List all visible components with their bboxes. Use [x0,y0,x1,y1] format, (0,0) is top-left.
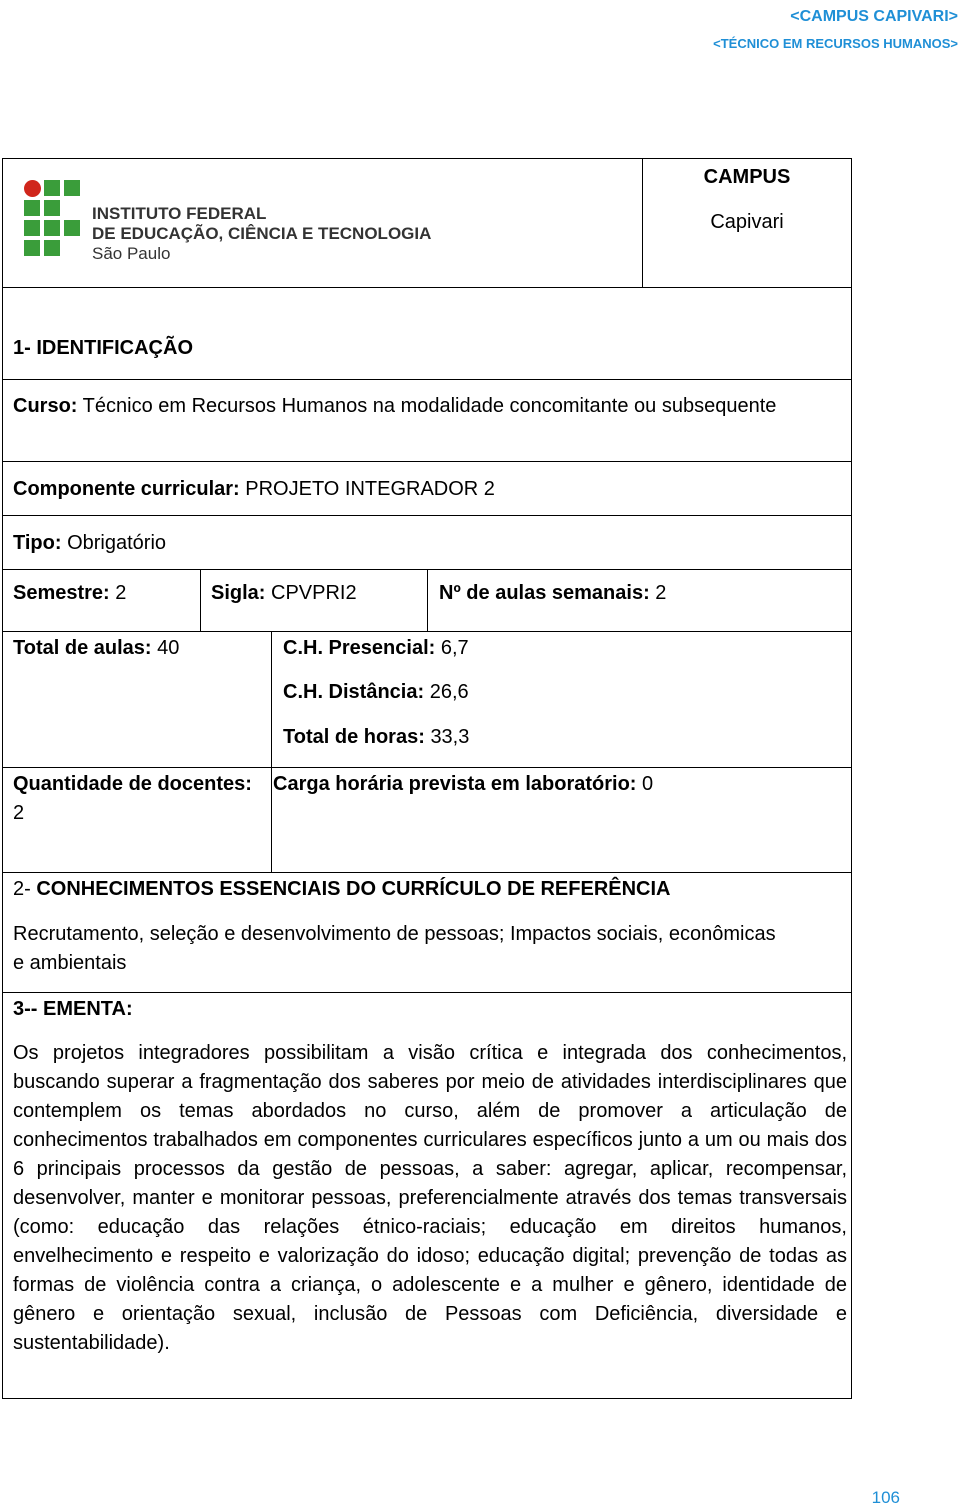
campus-label: CAMPUS [703,166,791,188]
logo-line3: São Paulo [92,244,171,263]
laboratorio-field: Carga horária prevista em laboratório: 0 [273,773,654,795]
header-course: <TÉCNICO EM RECURSOS HUMANOS> [713,36,958,51]
section3-row [2,992,852,1399]
tipo-row [2,515,852,570]
section3-text: Os projetos integradores possibilitam a visão crítica e integrada dos conhecimentos, buscando superar a fragmentação dos saberes por meio de atividades interdisciplinares que contemplem os temas abordados no curso, além de promover a articulação de conhecimentos trabalhados em componentes curriculares específicos junto a um ou mais dos 6 principais processos da gestão de pessoas, a saber: agregar, aplicar, recompensar, desenvolver, manter e monitorar pessoas, preferencialmente através dos temas transversais (como: educação das relações étnico-raciais; educação em direitos humanos, envelhecimento e respeito e valorização do idoso; educação digital; prevenção de todas as formas de violência contra a criança, o adolescente e a mulher e gênero, identidade de gênero e orientação sexual, inclusão de Pessoas com Deficiência, diversidade e sustentabilidade). [13,1042,847,1354]
section2-title: 2- CONHECIMENTOS ESSENCIAIS DO CURRÍCULO DE REFERÊNCIA [13,878,671,900]
ch-distancia-field: C.H. Distância: 26,6 [283,681,469,703]
tipo-field: Tipo: Obrigatório [13,532,167,554]
sigla-field: Sigla: CPVPRI2 [211,582,357,604]
logo-line2: DE EDUCAÇÃO, CIÊNCIA E TECNOLOGIA [92,224,432,243]
header-campus: <CAMPUS CAPIVARI> [790,8,958,25]
page-number: 106 [871,1488,900,1507]
docentes-field: Quantidade de docentes: 2 [13,773,252,824]
aulas-semanais-field: Nº de aulas semanais: 2 [439,582,667,604]
total-horas-field: Total de horas: 33,3 [283,726,470,748]
section2-text: Recrutamento, seleção e desenvolvimento de pessoas; Impactos sociais, econômicas e ambientais [13,923,776,974]
ch-presencial-field: C.H. Presencial: 6,7 [283,637,469,659]
total-aulas-field: Total de aulas: 40 [13,637,180,659]
section2-row [2,872,852,993]
campus-cell [642,159,851,287]
curso-row [2,379,852,462]
carga-row [2,631,852,768]
institution-logo [24,178,444,268]
componente-field: Componente curricular: PROJETO INTEGRADOR 2 [13,478,495,500]
campus-value: Capivari [710,211,784,233]
section1-title: 1- IDENTIFICAÇÃO [13,337,193,359]
componente-row [2,461,852,516]
logo-line1: INSTITUTO FEDERAL [92,204,267,223]
docentes-row [2,767,852,873]
section3-title: 3-- EMENTA: [13,998,133,1020]
semestre-field: Semestre: 2 [13,582,127,604]
curso-field: Curso: Técnico em Recursos Humanos na modalidade concomitante ou subsequente [13,395,777,417]
section1-row [2,287,852,380]
semestre-row [2,569,852,632]
